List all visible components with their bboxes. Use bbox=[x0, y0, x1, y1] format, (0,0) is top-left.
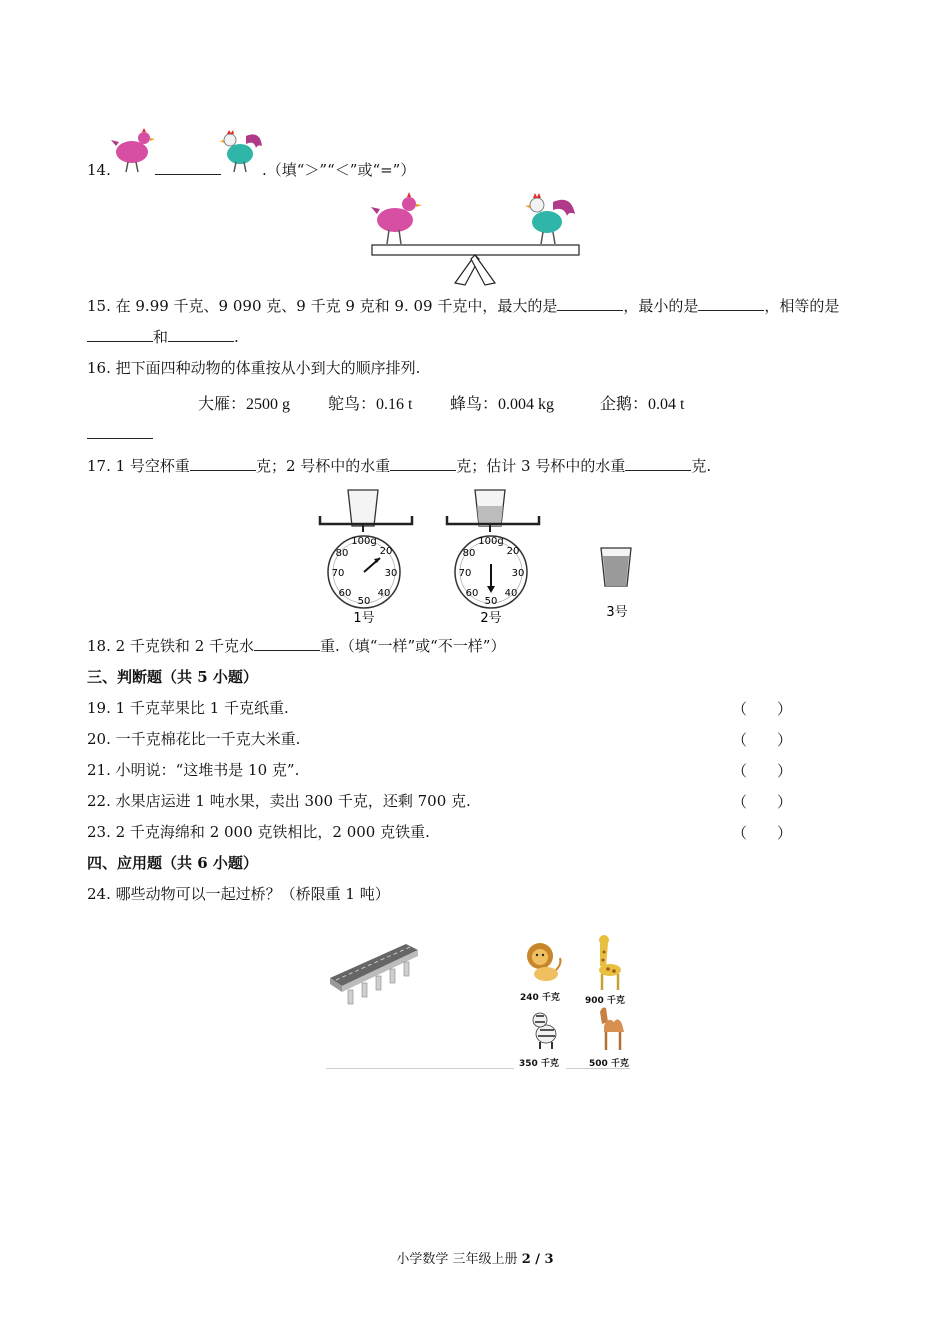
animals-frame-line bbox=[566, 1068, 630, 1069]
scale-1-label-50: 50 bbox=[357, 596, 371, 607]
q18-line bbox=[87, 636, 505, 656]
scale-1-label-30: 30 bbox=[384, 568, 398, 579]
lion-icon bbox=[522, 940, 562, 984]
q16-animal-weight: 2500 g bbox=[246, 396, 291, 413]
q16-animal-weight: 0.04 t bbox=[648, 396, 685, 413]
scale-2-label-20: 20 bbox=[506, 546, 520, 557]
q16-animal-0 bbox=[198, 391, 290, 414]
scale-2-label-30: 30 bbox=[511, 568, 525, 579]
q17-text-a: 17. 1 号空杯重 bbox=[87, 457, 190, 475]
q16-animal-name: 蜂鸟： bbox=[450, 396, 499, 413]
rooster-on-seesaw-icon bbox=[525, 193, 575, 244]
q23-answer-paren[interactable]: （ ） bbox=[732, 824, 793, 842]
q17-blank-cup3[interactable] bbox=[625, 456, 691, 471]
q16-animal-name: 鸵鸟： bbox=[328, 396, 377, 413]
hen-icon bbox=[110, 126, 156, 174]
q15-line1 bbox=[87, 296, 839, 316]
camel-weight-label: 500 千克 bbox=[589, 1059, 629, 1069]
q22-text: 22. 水果店运进 1 吨水果，卖出 300 千克，还剩 700 克. bbox=[87, 792, 471, 810]
q15-text-end: . bbox=[234, 328, 239, 346]
scale-1-label-70: 70 bbox=[331, 568, 345, 579]
seesaw-diagram bbox=[365, 190, 585, 286]
q17-text-b: 克；2 号杯中的水重 bbox=[255, 457, 391, 475]
q14-blank-wrap bbox=[155, 160, 221, 180]
q15-line2 bbox=[87, 327, 239, 347]
q16-animal-name: 企鹅： bbox=[600, 396, 649, 413]
q22-answer-paren[interactable]: （ ） bbox=[732, 793, 793, 811]
q21-answer-paren[interactable]: （ ） bbox=[732, 762, 793, 780]
q21-text: 21. 小明说：“这堆书是 10 克”. bbox=[87, 761, 300, 779]
q18-text-a: 18. 2 千克铁和 2 千克水 bbox=[87, 637, 255, 655]
q16-animal-1 bbox=[328, 391, 412, 414]
q18-text-b: 重.（填“一样”或“不一样”） bbox=[320, 637, 506, 655]
q17-line bbox=[87, 456, 711, 476]
q17-text-d: 克. bbox=[691, 457, 712, 475]
scale-1-diagram bbox=[318, 486, 414, 626]
scale-1-label-80: 80 bbox=[335, 548, 349, 559]
giraffe-icon bbox=[592, 934, 626, 992]
q15-text-a: 15. 在 9.99 千克、9 090 克、9 千克 9 克和 9. 09 千克中，最大的是 bbox=[87, 297, 558, 315]
scale-1-label-40: 40 bbox=[377, 588, 391, 599]
scale-2-diagram bbox=[445, 486, 541, 626]
q16-animal-weight: 0.004 kg bbox=[498, 396, 555, 413]
cup-3-diagram bbox=[595, 544, 639, 624]
footer-page-number: 2 / 3 bbox=[521, 1252, 554, 1267]
q19-answer-paren[interactable]: （ ） bbox=[732, 700, 793, 718]
q17-text-c: 克；估计 3 号杯中的水重 bbox=[456, 457, 626, 475]
q18-blank[interactable] bbox=[254, 636, 320, 651]
footer-text: 小学数学 三年级上册 bbox=[396, 1252, 522, 1267]
q14-blank[interactable] bbox=[155, 160, 221, 175]
q24-text: 24. 哪些动物可以一起过桥？（桥限重 1 吨） bbox=[87, 885, 390, 903]
q20-answer-paren[interactable]: （ ） bbox=[732, 731, 793, 749]
scale-2-label-60: 60 bbox=[465, 588, 479, 599]
q15-blank-max[interactable] bbox=[557, 296, 623, 311]
q23-text: 23. 2 千克海绵和 2 000 克铁相比，2 000 克铁重. bbox=[87, 823, 430, 841]
giraffe-weight-label: 900 千克 bbox=[585, 996, 625, 1006]
q16-blank[interactable] bbox=[87, 424, 153, 439]
q16-animal-name: 大雁： bbox=[198, 396, 247, 413]
q15-text-b: ，最小的是 bbox=[623, 297, 699, 315]
q15-text-c: ，相等的是 bbox=[764, 297, 840, 315]
scale-2-label-70: 70 bbox=[458, 568, 472, 579]
scale-2-label-100: 100g bbox=[478, 536, 504, 547]
q14-tail: .（填“＞”“＜”或“=”） bbox=[262, 161, 416, 179]
q15-blank-min[interactable] bbox=[698, 296, 764, 311]
zebra-weight-label: 350 千克 bbox=[519, 1059, 559, 1069]
cup-3-label: 3号 bbox=[606, 605, 628, 620]
lion-weight-label: 240 千克 bbox=[520, 993, 560, 1003]
q15-blank-eq2[interactable] bbox=[168, 327, 234, 342]
q17-blank-cup1[interactable] bbox=[190, 456, 256, 471]
rooster-icon bbox=[220, 128, 264, 174]
hen-on-seesaw-icon bbox=[371, 192, 422, 244]
scale-1-label-60: 60 bbox=[338, 588, 352, 599]
camel-icon bbox=[594, 1002, 630, 1052]
q20-text: 20. 一千克棉花比一千克大米重. bbox=[87, 730, 301, 748]
q14-number: 14. bbox=[87, 161, 111, 179]
cup-1-label: 1号 bbox=[353, 611, 375, 626]
q17-blank-cup2[interactable] bbox=[390, 456, 456, 471]
cup-2-label: 2号 bbox=[480, 611, 502, 626]
scale-2-label-80: 80 bbox=[462, 548, 476, 559]
q16-animal-3 bbox=[600, 391, 684, 414]
scale-1-label-20: 20 bbox=[379, 546, 393, 557]
scale-2-label-40: 40 bbox=[504, 588, 518, 599]
q15-text-and: 和 bbox=[153, 328, 169, 346]
q16-text: 16. 把下面四种动物的体重按从小到大的顺序排列. bbox=[87, 359, 421, 377]
section-3-title: 三、判断题（共 5 小题） bbox=[87, 668, 258, 686]
page-footer bbox=[0, 1248, 950, 1267]
q16-animal-2 bbox=[450, 391, 554, 414]
bridge-icon bbox=[326, 938, 446, 1008]
q19-text: 19. 1 千克苹果比 1 千克纸重. bbox=[87, 699, 289, 717]
q14-line bbox=[87, 160, 111, 180]
zebra-icon bbox=[528, 1010, 562, 1050]
section-4-title: 四、应用题（共 6 小题） bbox=[87, 854, 258, 872]
scale-2-label-50: 50 bbox=[484, 596, 498, 607]
scale-1-label-100: 100g bbox=[351, 536, 377, 547]
bridge-frame-line bbox=[326, 1068, 514, 1069]
q16-answer-wrap bbox=[87, 424, 153, 444]
q15-blank-eq1[interactable] bbox=[87, 327, 153, 342]
q16-animal-weight: 0.16 t bbox=[376, 396, 413, 413]
